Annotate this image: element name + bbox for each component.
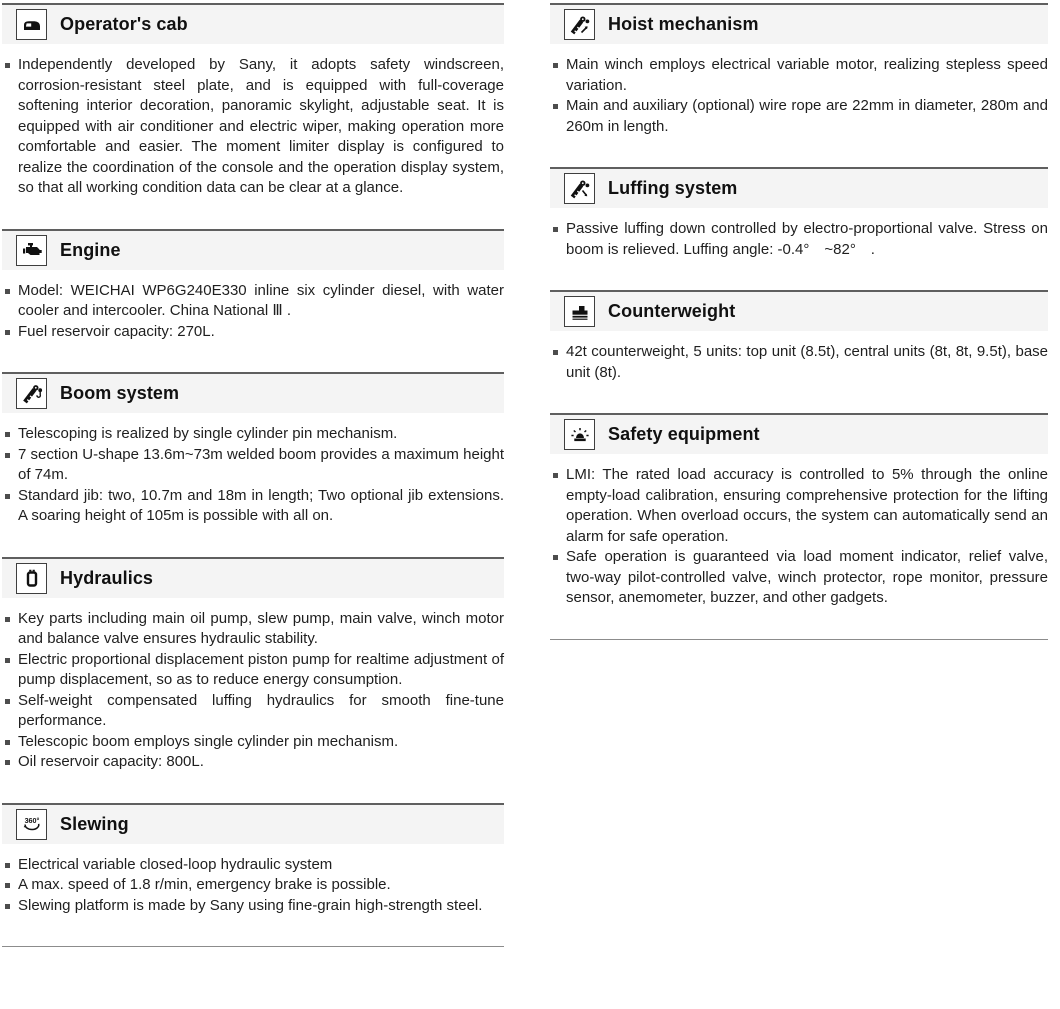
spec-item: Key parts including main oil pump, slew pump, main valve, winch motor and balance valve ensures hydraulic stability. bbox=[2, 609, 504, 650]
spec-list bbox=[2, 424, 504, 527]
section-header bbox=[2, 3, 504, 44]
spec-item: Main and auxiliary (optional) wire rope are 22mm in diameter, 280m and 260m in length. bbox=[550, 96, 1048, 137]
spec-item: Independently developed by Sany, it adopts safety windscreen, corrosion-resistant steel plate, and is equipped with full-coverage softening interior decoration, panoramic skylight, adjustable seat. It is equipped with air conditioner and electric wiper, making operation more comfortable and easier. The moment limiter display is configured to realize the coordination of the console and the operation display system, so that all working condition data can be clear at a glance. bbox=[2, 55, 504, 199]
right-column bbox=[550, 3, 1048, 947]
section-counterweight bbox=[550, 290, 1048, 383]
spec-item: LMI: The rated load accuracy is controlled to 5% through the online empty-load calibration, ensuring comprehensive protection for the lifting operation. When overload occurs, the system can automatically send an alarm for safe operation. bbox=[550, 465, 1048, 547]
spec-item: Main winch employs electrical variable motor, realizing stepless speed variation. bbox=[550, 55, 1048, 96]
svg-text:360°: 360° bbox=[24, 816, 39, 825]
rotation-360-icon bbox=[16, 809, 47, 840]
spec-list bbox=[550, 55, 1048, 137]
spec-item: Electrical variable closed-loop hydraulic system bbox=[2, 855, 504, 876]
right-column-end-divider bbox=[550, 639, 1048, 640]
spec-item: Electric proportional displacement piston pump for realtime adjustment of pump displacement, so as to reduce energy consumption. bbox=[2, 650, 504, 691]
left-column-end-divider bbox=[2, 946, 504, 947]
counterweight-icon bbox=[564, 296, 595, 327]
section-hydraulics bbox=[2, 557, 504, 773]
spec-item: Slewing platform is made by Sany using fine-grain high-strength steel. bbox=[2, 896, 504, 917]
section-title: Luffing system bbox=[608, 178, 738, 198]
spec-list bbox=[550, 465, 1048, 609]
section-title: Counterweight bbox=[608, 301, 736, 321]
section-engine bbox=[2, 229, 504, 343]
section-header bbox=[2, 229, 504, 270]
left-column bbox=[2, 3, 504, 947]
spec-item: Oil reservoir capacity: 800L. bbox=[2, 752, 504, 773]
spec-item: Self-weight compensated luffing hydraulics for smooth fine-tune performance. bbox=[2, 691, 504, 732]
engine-icon bbox=[16, 235, 47, 266]
spec-list bbox=[2, 609, 504, 773]
spec-item: A max. speed of 1.8 r/min, emergency brake is possible. bbox=[2, 875, 504, 896]
section-safety-equipment bbox=[550, 413, 1048, 609]
section-slewing bbox=[2, 803, 504, 917]
hoist-winch-icon bbox=[564, 9, 595, 40]
section-boom-system bbox=[2, 372, 504, 527]
section-header bbox=[550, 290, 1048, 331]
warning-beacon-icon bbox=[564, 419, 595, 450]
section-header bbox=[550, 413, 1048, 454]
spec-item: Model: WEICHAI WP6G240E330 inline six cylinder diesel, with water cooler and intercooler. China National Ⅲ . bbox=[2, 281, 504, 322]
section-header bbox=[550, 3, 1048, 44]
spec-item: Telescopic boom employs single cylinder pin mechanism. bbox=[2, 732, 504, 753]
cab-icon bbox=[16, 9, 47, 40]
section-luffing-system bbox=[550, 167, 1048, 260]
section-title: Boom system bbox=[60, 383, 180, 403]
section-title: Safety equipment bbox=[608, 424, 760, 444]
boom-icon bbox=[16, 378, 47, 409]
spec-list bbox=[550, 342, 1048, 383]
section-header bbox=[2, 557, 504, 598]
section-title: Operator's cab bbox=[60, 14, 188, 34]
section-header bbox=[2, 803, 504, 844]
spec-list bbox=[2, 55, 504, 199]
section-operators-cab bbox=[2, 3, 504, 199]
section-title: Hoist mechanism bbox=[608, 14, 759, 34]
section-hoist-mechanism bbox=[550, 3, 1048, 137]
section-header bbox=[550, 167, 1048, 208]
spec-item: Passive luffing down controlled by electro-proportional valve. Stress on boom is relieved. Luffing angle: -0.4° ~82° . bbox=[550, 219, 1048, 260]
section-title: Engine bbox=[60, 239, 121, 260]
spec-item: Safe operation is guaranteed via load moment indicator, relief valve, two-way pilot-controlled valve, winch protector, rope monitor, pressure sensor, anemometer, buzzer, and other gadgets. bbox=[550, 547, 1048, 609]
hydraulic-cylinder-icon bbox=[16, 563, 47, 594]
spec-list bbox=[2, 855, 504, 917]
section-title: Slewing bbox=[60, 813, 129, 834]
section-title: Hydraulics bbox=[60, 567, 154, 588]
spec-item: 42t counterweight, 5 units: top unit (8.5t), central units (8t, 8t, 9.5t), base unit (8t). bbox=[550, 342, 1048, 383]
spec-list bbox=[550, 219, 1048, 260]
section-header bbox=[2, 372, 504, 413]
spec-list bbox=[2, 281, 504, 343]
spec-item: Telescoping is realized by single cylinder pin mechanism. bbox=[2, 424, 504, 445]
luffing-boom-icon bbox=[564, 173, 595, 204]
spec-item: Standard jib: two, 10.7m and 18m in length; Two optional jib extensions. A soaring height of 105m is possible with all on. bbox=[2, 486, 504, 527]
spec-item: 7 section U-shape 13.6m~73m welded boom provides a maximum height of 74m. bbox=[2, 445, 504, 486]
spec-item: Fuel reservoir capacity: 270L. bbox=[2, 322, 504, 343]
